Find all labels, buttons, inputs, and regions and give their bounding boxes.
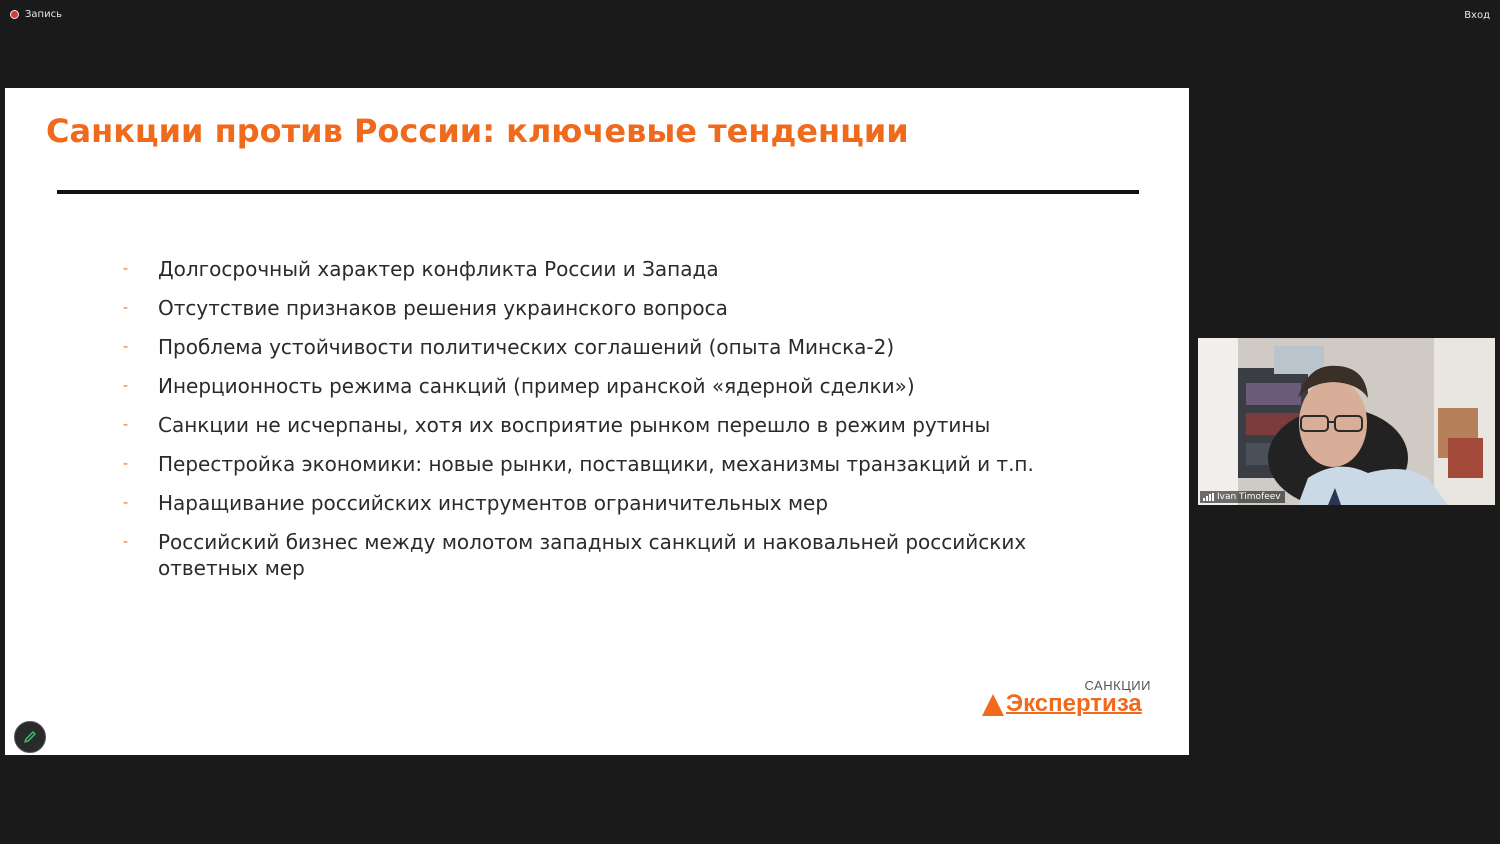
pen-icon: [23, 730, 37, 744]
bullet-marker: -: [123, 261, 129, 277]
annotate-button[interactable]: [14, 721, 46, 753]
record-icon: [10, 10, 19, 19]
sanctions-expertise-logo: [982, 676, 1157, 720]
bullet-item: - Отсутствие признаков решения украинского вопроса: [123, 296, 728, 320]
participant-name-tag: [1200, 491, 1285, 503]
record-label: Запись: [25, 9, 62, 20]
recording-indicator[interactable]: [10, 9, 62, 20]
bullet-item: - Санкции не исчерпаны, хотя их восприятие рынком перешло в режим рутины: [123, 413, 991, 437]
participant-video-frame: [1198, 338, 1495, 505]
bullet-list: [123, 256, 1113, 594]
bullet-item: - Долгосрочный характер конфликта России и Запада: [123, 257, 719, 281]
bullet-marker: -: [123, 300, 129, 316]
logo-top-text: САНКЦИИ: [1084, 678, 1151, 693]
signal-icon: [1203, 493, 1214, 501]
top-bar: [0, 0, 1500, 30]
bullet-marker: -: [123, 456, 129, 472]
bullet-marker: -: [123, 495, 129, 511]
bullet-marker: -: [123, 417, 129, 433]
slide-title: Санкции против России: ключевые тенденции: [46, 112, 909, 150]
bullet-marker: -: [123, 378, 129, 394]
enter-button[interactable]: Вход: [1464, 10, 1490, 21]
bullet-marker: -: [123, 534, 129, 550]
bullet-item: - Инерционность режима санкций (пример иранской «ядерной сделки»): [123, 374, 915, 398]
title-divider: [57, 190, 1139, 194]
logo-triangle-icon: [982, 694, 1004, 716]
bullet-item: - Проблема устойчивости политических соглашений (опыта Минска-2): [123, 335, 895, 359]
bullet-marker: -: [123, 339, 129, 355]
bullet-item: - Перестройка экономики: новые рынки, поставщики, механизмы транзакций и т.п.: [123, 452, 1034, 476]
participant-video[interactable]: [1198, 338, 1495, 505]
bullet-item: - Российский бизнес между молотом западных санкций и наковальней российских ответных мер: [123, 530, 1027, 580]
shared-slide: [5, 88, 1189, 755]
bullet-item: - Наращивание российских инструментов ограничительных мер: [123, 491, 829, 515]
logo-main-text: Экспертиза: [1006, 690, 1142, 717]
participant-name: Ivan Timofeev: [1217, 492, 1281, 502]
